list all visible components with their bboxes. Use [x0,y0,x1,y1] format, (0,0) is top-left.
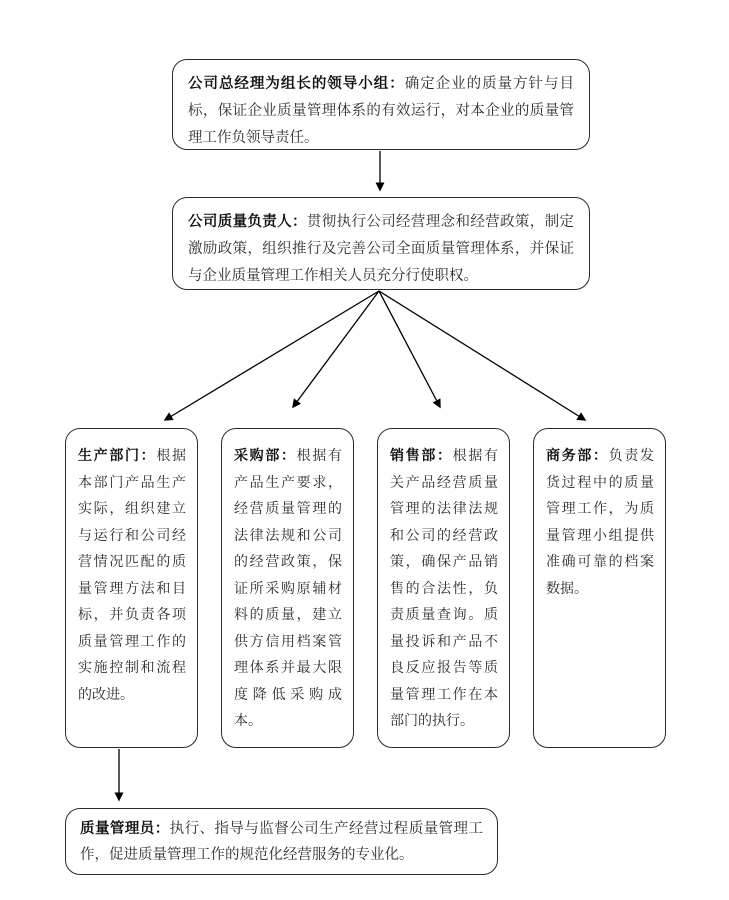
node-commerce-text [546,444,654,603]
node-leadership-body: 确定企业的质量方针与目标，保证企业质量管理体系的有效运行，对本企业的质量管理工作负领导责任。 [188,76,575,146]
node-sales-title: 销售部： [390,449,453,464]
node-leadership-title: 公司总经理为组长的领导小组： [188,76,405,92]
node-purchasing-title: 采购部： [234,449,297,464]
node-sales-body: 根据有关产品经营质量管理的法律法规和公司的经营政策，确保产品销售的合法性，负责质量查询。质量投诉和产品不良反应报告等质量管理工作在本部门的执行。 [390,449,499,729]
node-director-body: 贯彻执行公司经营理念和经营政策，制定激励政策，组织推行及完善公司全面质量管理体系，并保证与企业质量管理工作相关人员充分行使职权。 [188,214,575,284]
node-purchasing-text [234,444,342,736]
node-director-text [188,209,574,290]
node-quality-director [172,197,590,290]
node-sales-text [390,444,498,736]
arrow-director-to-production [165,291,379,420]
node-purchasing-dept [221,428,354,748]
arrow-director-to-sales [379,291,440,407]
node-director-title: 公司质量负责人： [188,214,307,230]
node-quality-admin [65,808,498,875]
node-commerce-dept [533,428,666,748]
node-leadership-group [172,59,590,150]
node-production-text [78,444,186,709]
node-production-body: 根据本部门产品生产实际，组织建立与运行和公司经营情况匹配的质量管理方法和目标，并负责各项质量管理工作的实施控制和流程的改进。 [78,449,187,703]
node-commerce-body: 负责发货过程中的质量管理工作，为质量管理小组提供准确可靠的档案数据。 [546,449,655,597]
node-quality-admin-title: 质量管理员： [80,821,170,837]
node-leadership-text [188,71,574,152]
node-purchasing-body: 根据有产品生产要求，经营质量管理的法律法规和公司的经营政策，保证所采购原辅材料的质量，建立供方信用档案管理体系并最大限度降低采购成本。 [234,449,343,729]
arrow-director-to-purchasing [293,291,379,407]
node-commerce-title: 商务部： [546,449,609,464]
node-quality-admin-text [80,816,483,868]
arrow-director-to-commerce [379,291,585,420]
node-production-dept [65,428,198,748]
node-sales-dept [377,428,510,748]
node-quality-admin-body: 执行、指导与监督公司生产经营过程质量管理工作，促进质量管理工作的规范化经营服务的专业化。 [80,821,484,863]
node-production-title: 生产部门： [78,449,157,464]
